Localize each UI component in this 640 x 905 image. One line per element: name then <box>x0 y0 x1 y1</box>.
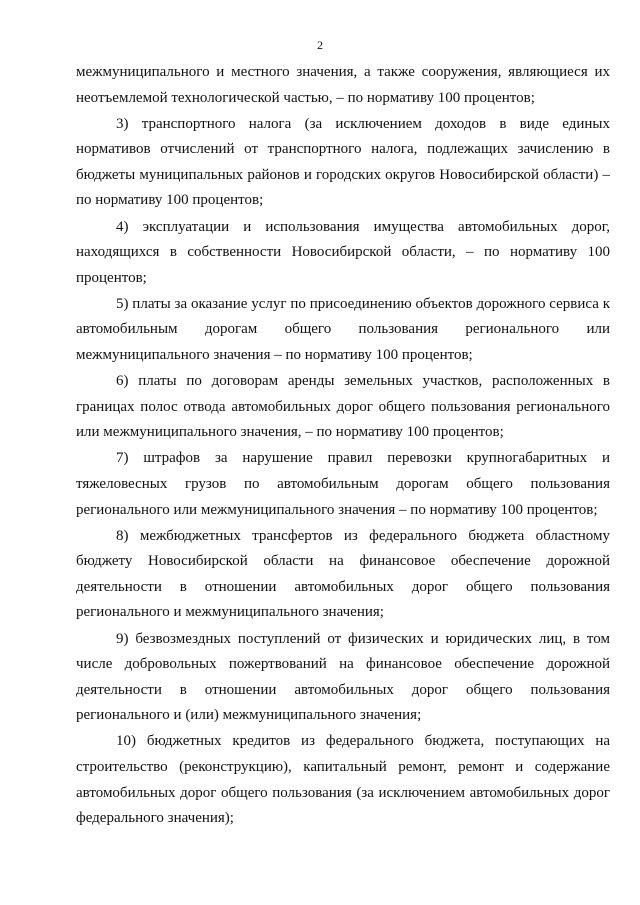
paragraph-item-8: 8) межбюджетных трансфертов из федерального бюджета областному бюджету Новосибирской области на финансовое обеспечение дорожной деятельности в отношении автомобильных дорог общего пользования регионального и межмуниципального значения; <box>76 527 610 621</box>
document-body <box>76 60 610 832</box>
paragraph-item-5: 5) платы за оказание услуг по присоединению объектов дорожного сервиса к автомобильным дорогам общего пользования регионального или межмуниципального значения – по нормативу 100 процентов; <box>76 295 610 364</box>
page-number: 2 <box>317 38 323 52</box>
paragraph-item-6: 6) платы по договорам аренды земельных участков, расположенных в границах полос отвода автомобильных дорог общего пользования регионального или межмуниципального значения, – по нормативу 100 процентов; <box>76 373 610 441</box>
paragraph-item-4: 4) эксплуатации и использования имущества автомобильных дорог, находящихся в собственности Новосибирской области, – по нормативу 100 процентов; <box>76 218 610 286</box>
paragraph-item-7: 7) штрафов за нарушение правил перевозки крупногабаритных и тяжеловесных грузов по автомобильным дорогам общего пользования регионального или межмуниципального значения – по нормативу 100 процентов; <box>76 450 610 518</box>
paragraph-continuation: межмуниципального и местного значения, а также сооружения, являющиеся их неотъемлемой технологической частью, – по нормативу 100 процентов; <box>76 64 610 106</box>
paragraph-item-9: 9) безвозмездных поступлений от физических и юридических лиц, в том числе добровольных пожертвований на финансовое обеспечение дорожной деятельности в отношении автомобильных дорог общего пользования регионального и (или) межмуниципального значения; <box>76 630 610 724</box>
paragraph-item-10: 10) бюджетных кредитов из федерального бюджета, поступающих на строительство (реконструкцию), капитальный ремонт, ремонт и содержание автомобильных дорог общего пользования (за исключением автомобильных дорог федерального значения); <box>76 733 610 827</box>
paragraph-item-3: 3) транспортного налога (за исключением доходов в виде единых нормативов отчислений от транспортного налога, подлежащих зачислению в бюджеты муниципальных районов и городских округов Новосибирской области) – по нормативу 100 процентов; <box>76 115 610 209</box>
